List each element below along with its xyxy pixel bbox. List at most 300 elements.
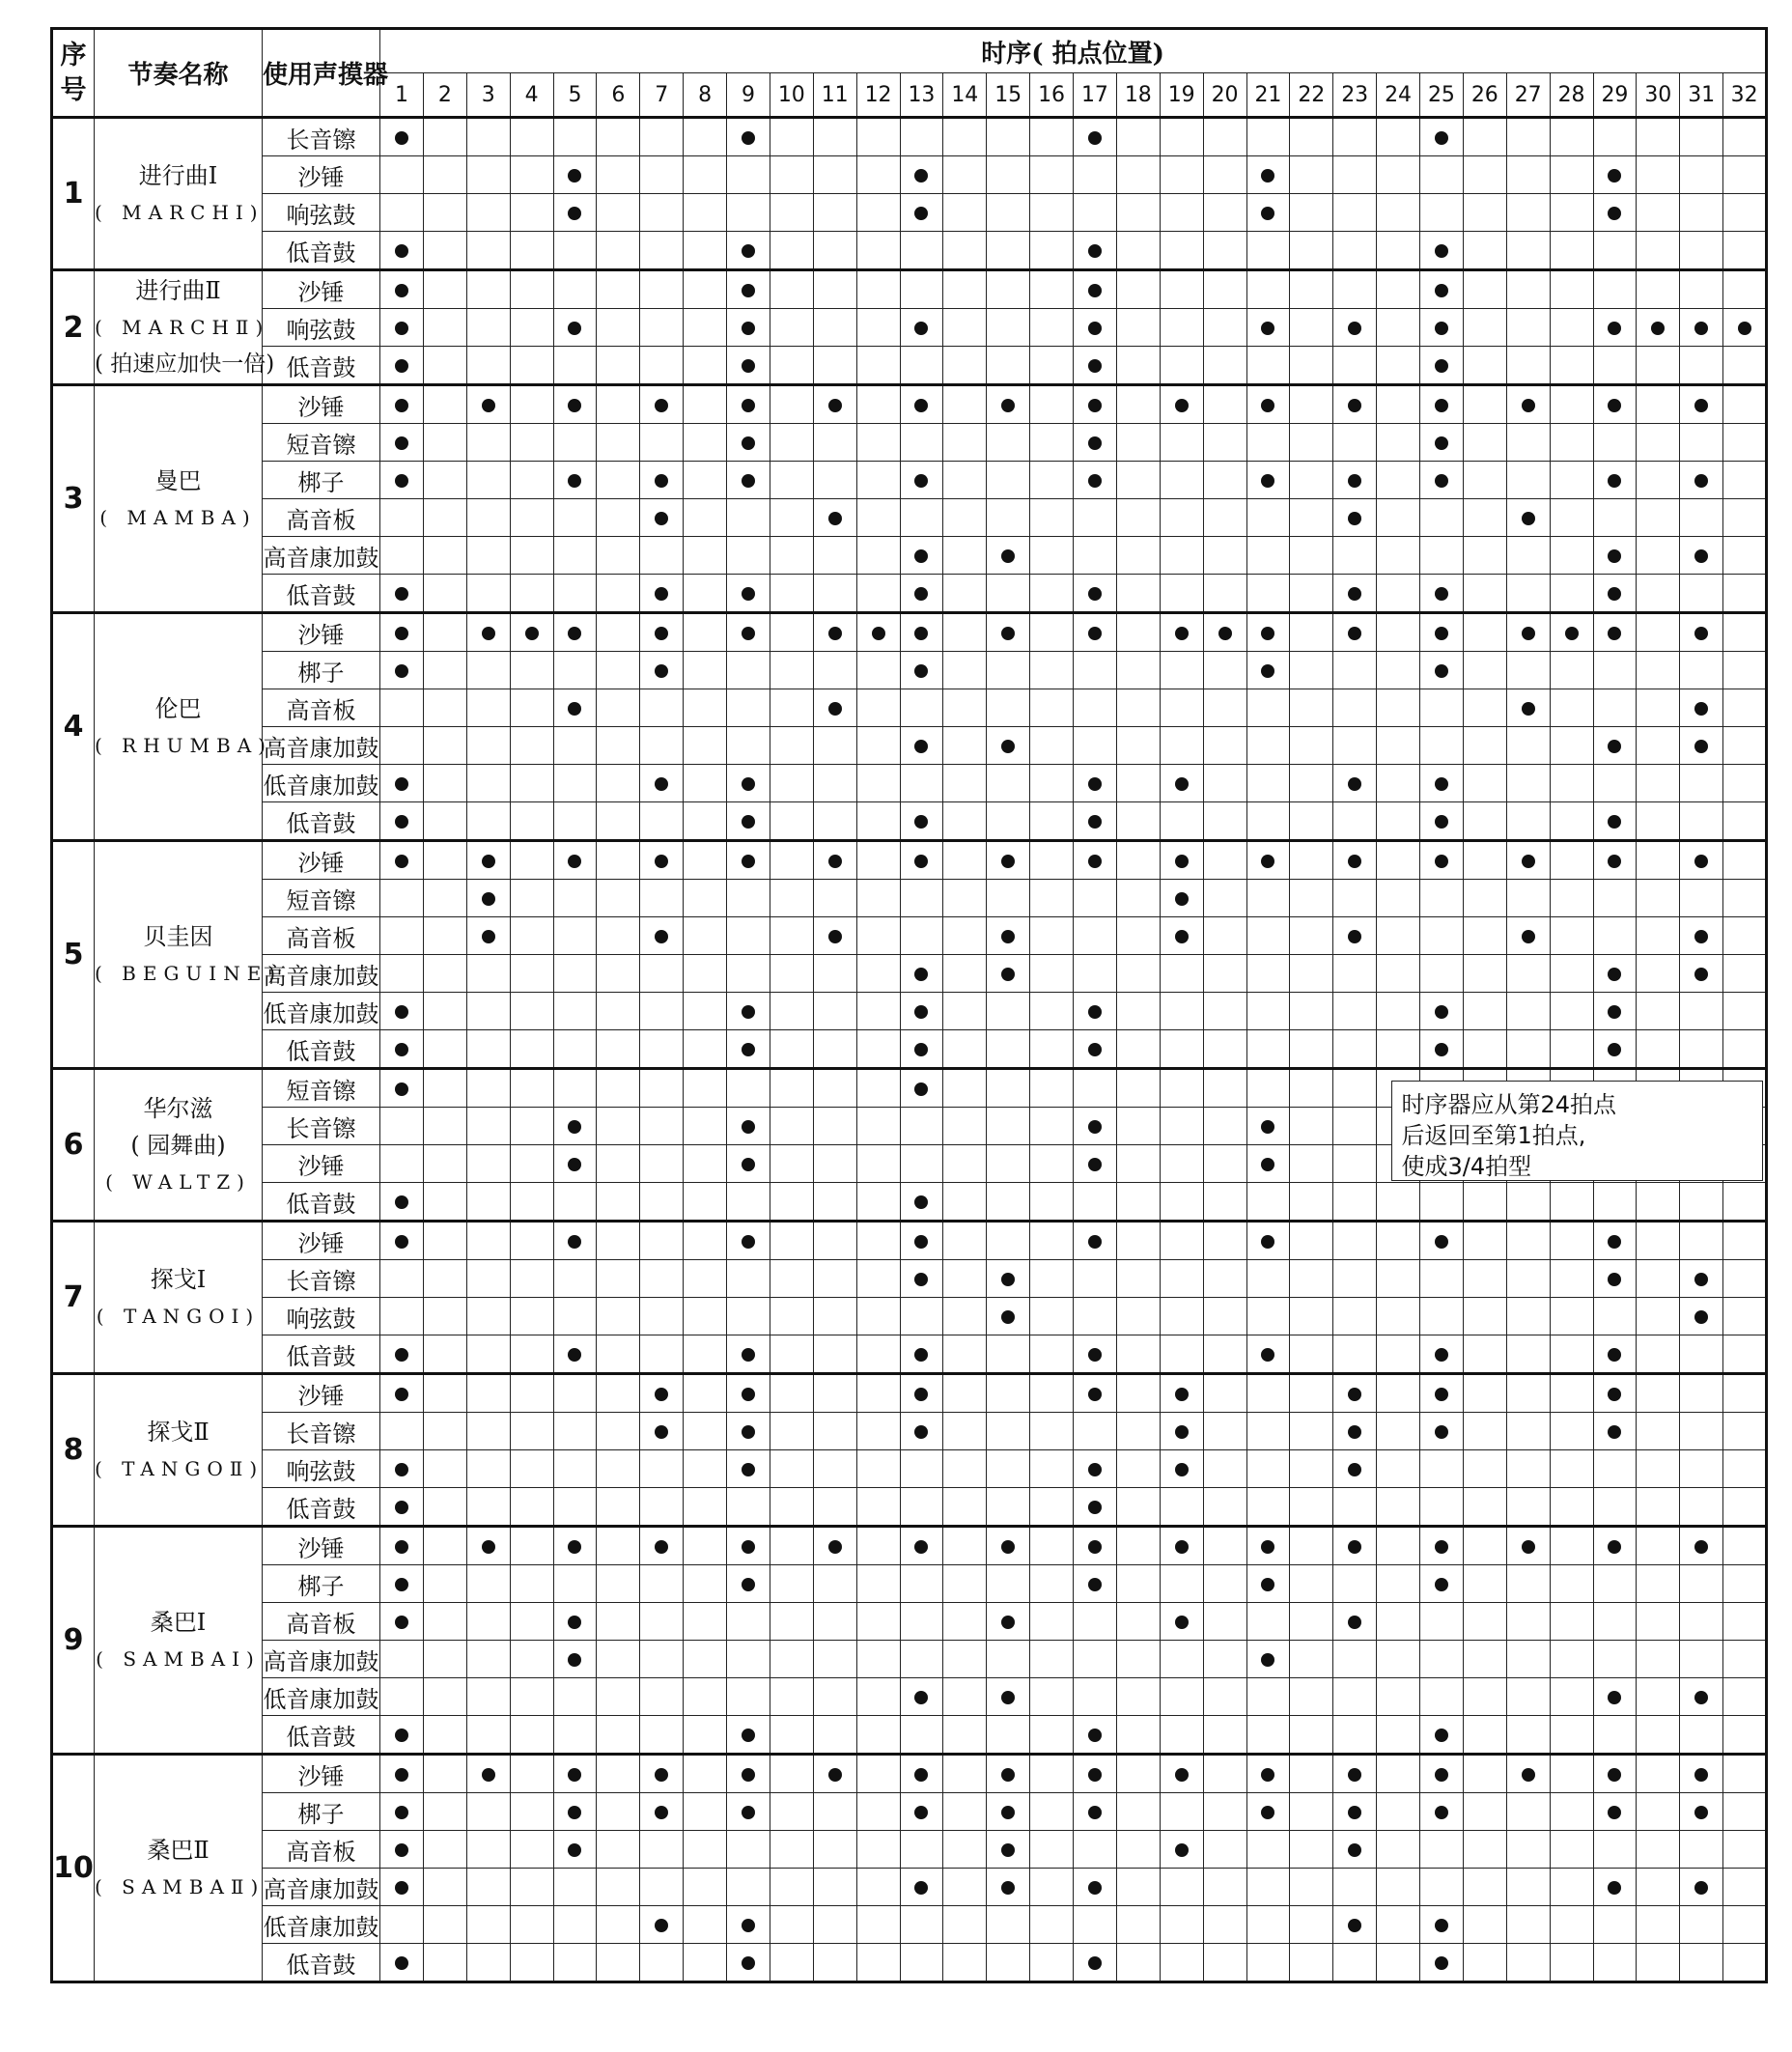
beat-cell [1680, 1222, 1723, 1260]
beat-cell [1680, 765, 1723, 802]
beat-cell [1637, 765, 1680, 802]
beat-cell [1246, 1565, 1290, 1603]
beat-cell [553, 1755, 597, 1793]
beat-cell [1377, 917, 1420, 955]
beat-cell [1377, 1641, 1420, 1678]
beat-cell [1377, 1944, 1420, 1982]
instrument-label: 低音鼓 [263, 1030, 380, 1069]
instrument-label: 高音板 [263, 1603, 380, 1641]
beat-cell [553, 575, 597, 613]
beat-dot [742, 399, 755, 412]
beat-dot [1348, 512, 1361, 525]
beat-cell [423, 1374, 466, 1413]
beat-cell [1160, 232, 1203, 270]
beat-dot [1694, 1273, 1708, 1286]
beat-cell [727, 1944, 770, 1982]
beat-cell [813, 1183, 856, 1222]
beat-cell [987, 1603, 1030, 1641]
beat-cell [466, 652, 510, 689]
beat-cell [770, 1755, 813, 1793]
beat-dot [1694, 1768, 1708, 1782]
beat-dot [1088, 1005, 1102, 1019]
beat-cell [1333, 613, 1377, 652]
beat-cell [553, 1869, 597, 1906]
beat-dot [1348, 1806, 1361, 1819]
beat-cell [466, 1944, 510, 1982]
beat-cell [900, 1108, 943, 1145]
instrument-label: 低音鼓 [263, 232, 380, 270]
beat-cell [987, 689, 1030, 727]
beat-cell [1506, 765, 1550, 802]
beat-cell [1030, 1298, 1074, 1335]
beat-cell [510, 1944, 553, 1982]
beat-cell [1637, 1565, 1680, 1603]
beat-cell [466, 802, 510, 841]
beat-cell [510, 156, 553, 194]
beat-cell [943, 802, 987, 841]
beat-cell [466, 1716, 510, 1755]
beat-dot [1088, 436, 1102, 450]
beat-cell [727, 270, 770, 309]
beat-cell [1246, 1869, 1290, 1906]
beat-cell [510, 652, 553, 689]
beat-cell [1550, 118, 1593, 156]
beat-cell [1680, 727, 1723, 765]
beat-cell [1680, 537, 1723, 575]
beat-dot [1261, 855, 1274, 868]
beat-cell [1074, 1716, 1117, 1755]
beat-cell [1160, 1527, 1203, 1565]
beat-dot [1435, 1919, 1448, 1932]
beat-cell [727, 156, 770, 194]
beat-dot [1435, 399, 1448, 412]
beat-cell [856, 1944, 900, 1982]
beat-cell [770, 232, 813, 270]
beat-cell [813, 1069, 856, 1108]
beat-dot [1435, 322, 1448, 335]
beat-cell [1246, 1450, 1290, 1488]
beat-cell [380, 499, 424, 537]
beat-cell [423, 1906, 466, 1944]
beat-cell [640, 993, 684, 1030]
beat-dot [1435, 587, 1448, 601]
beat-cell [1116, 880, 1160, 917]
beat-cell [597, 802, 640, 841]
beat-cell [1333, 462, 1377, 499]
beat-cell [1723, 1793, 1767, 1831]
beat-cell [1203, 309, 1246, 347]
rhythm-name-line: 探戈Ⅱ [147, 1418, 210, 1446]
beat-dot [914, 855, 928, 868]
beat-dot [1694, 968, 1708, 981]
rhythm-10-row [52, 1755, 1767, 1793]
beat-cell [987, 802, 1030, 841]
rhythm-table-container [50, 27, 1765, 2026]
beat-cell [423, 1565, 466, 1603]
note-line-3: 使成3/4拍型 [1401, 1152, 1532, 1180]
beat-cell [466, 1755, 510, 1793]
beat-cell [640, 1565, 684, 1603]
beat-cell [510, 1374, 553, 1413]
beat-number-6: 6 [597, 73, 640, 118]
beat-cell [423, 802, 466, 841]
beat-cell [1550, 1716, 1593, 1755]
beat-dot [1175, 627, 1189, 640]
beat-cell [1680, 156, 1723, 194]
beat-cell [1593, 1716, 1637, 1755]
beat-cell [423, 1755, 466, 1793]
beat-dot [1001, 1843, 1015, 1857]
rhythm-5-row [52, 917, 1767, 955]
beat-cell [466, 1183, 510, 1222]
beat-cell [1550, 1298, 1593, 1335]
beat-cell [1246, 1944, 1290, 1982]
beat-cell [1160, 1831, 1203, 1869]
beat-cell [1680, 1641, 1723, 1678]
beat-cell [900, 993, 943, 1030]
beat-cell [813, 1030, 856, 1069]
beat-dot [395, 1235, 408, 1249]
beat-dot [914, 740, 928, 753]
beat-number-22: 22 [1290, 73, 1333, 118]
beat-cell [1463, 765, 1506, 802]
beat-cell [1333, 880, 1377, 917]
beat-cell [1203, 270, 1246, 309]
beat-cell [1160, 1603, 1203, 1641]
beat-cell [943, 689, 987, 727]
rhythm-name [95, 270, 275, 385]
beat-cell [640, 156, 684, 194]
beat-cell [813, 1944, 856, 1982]
beat-dot [1608, 1881, 1621, 1895]
beat-cell [1160, 1641, 1203, 1678]
beat-cell [510, 880, 553, 917]
beat-dot [1261, 627, 1274, 640]
beat-cell [1593, 1527, 1637, 1565]
beat-cell [1420, 1641, 1464, 1678]
beat-cell [1203, 1603, 1246, 1641]
beat-cell [1637, 194, 1680, 232]
beat-cell [380, 765, 424, 802]
beat-cell [900, 727, 943, 765]
beat-dot [1001, 627, 1015, 640]
beat-cell [856, 1183, 900, 1222]
beat-dot [828, 930, 842, 943]
beat-cell [813, 1108, 856, 1145]
beat-cell [727, 1831, 770, 1869]
beat-cell [1680, 462, 1723, 499]
beat-dot [1001, 549, 1015, 563]
beat-cell [1550, 841, 1593, 880]
beat-cell [640, 575, 684, 613]
beat-cell [1593, 727, 1637, 765]
beat-cell [813, 1413, 856, 1450]
beat-cell [1463, 499, 1506, 537]
beat-cell [1637, 1260, 1680, 1298]
beat-cell [1420, 689, 1464, 727]
beat-cell [380, 424, 424, 462]
instrument-label: 沙锤 [263, 156, 380, 194]
beat-cell [380, 537, 424, 575]
beat-cell [1420, 347, 1464, 385]
beat-cell [597, 689, 640, 727]
beat-cell [1030, 1678, 1074, 1716]
beat-dot [1435, 1388, 1448, 1401]
beat-cell [1160, 270, 1203, 309]
beat-cell [1290, 1831, 1333, 1869]
beat-cell [1116, 462, 1160, 499]
beat-cell [1333, 194, 1377, 232]
beat-dot [742, 587, 755, 601]
beat-cell [856, 1906, 900, 1944]
beat-cell [813, 1145, 856, 1183]
beat-cell [1377, 1869, 1420, 1906]
beat-dot [1088, 627, 1102, 640]
beat-cell [1550, 727, 1593, 765]
beat-cell [1290, 156, 1333, 194]
beat-cell [1593, 1603, 1637, 1641]
beat-dot [1435, 1806, 1448, 1819]
beat-dot [1435, 436, 1448, 450]
beat-cell [1377, 194, 1420, 232]
beat-cell [1593, 955, 1637, 993]
beat-cell [423, 499, 466, 537]
beat-cell [1246, 1793, 1290, 1831]
beat-cell [1680, 1030, 1723, 1069]
beat-cell [684, 727, 727, 765]
beat-cell [987, 613, 1030, 652]
beat-cell [1680, 1335, 1723, 1374]
beat-cell [597, 1678, 640, 1716]
beat-cell [987, 424, 1030, 462]
beat-cell [1203, 1565, 1246, 1603]
beat-cell [1637, 537, 1680, 575]
beat-cell [856, 917, 900, 955]
rhythm-1-row [52, 156, 1767, 194]
beat-dot [1694, 1881, 1708, 1895]
beat-cell [1463, 880, 1506, 917]
beat-cell [1203, 1831, 1246, 1869]
beat-cell [597, 385, 640, 424]
beat-cell [380, 727, 424, 765]
beat-cell [1290, 118, 1333, 156]
beat-cell [1290, 462, 1333, 499]
beat-cell [856, 1069, 900, 1108]
rhythm-4-row [52, 802, 1767, 841]
beat-cell [1463, 727, 1506, 765]
instrument-label: 梆子 [263, 1793, 380, 1831]
beat-cell [900, 156, 943, 194]
beat-cell [1377, 1374, 1420, 1413]
beat-cell [1160, 1222, 1203, 1260]
beat-cell [1550, 1374, 1593, 1413]
beat-cell [1246, 1755, 1290, 1793]
beat-cell [380, 1450, 424, 1488]
beat-cell [1290, 1869, 1333, 1906]
beat-cell [900, 652, 943, 689]
beat-cell [1463, 537, 1506, 575]
beat-cell [553, 1145, 597, 1183]
beat-cell [1637, 880, 1680, 917]
beat-cell [1723, 1869, 1767, 1906]
beat-cell [1637, 802, 1680, 841]
beat-cell [900, 1831, 943, 1869]
beat-cell [727, 1335, 770, 1374]
beat-dot [1175, 1388, 1189, 1401]
beat-dot [395, 322, 408, 335]
beat-cell [943, 1906, 987, 1944]
beat-cell [1160, 917, 1203, 955]
beat-cell [987, 727, 1030, 765]
beat-cell [466, 1869, 510, 1906]
beat-cell [640, 1413, 684, 1450]
beat-cell [1290, 1183, 1333, 1222]
beat-cell [1420, 385, 1464, 424]
rhythm-3-row [52, 462, 1767, 499]
beat-cell [1593, 1944, 1637, 1982]
rhythm-5-row [52, 993, 1767, 1030]
beat-cell [640, 1906, 684, 1944]
beat-dot [395, 1005, 408, 1019]
beat-cell [1420, 499, 1464, 537]
beat-dot [395, 1195, 408, 1209]
beat-cell [510, 347, 553, 385]
beat-cell [1333, 1413, 1377, 1450]
beat-cell [684, 424, 727, 462]
beat-cell [423, 1869, 466, 1906]
beat-cell [1463, 1183, 1506, 1222]
beat-dot [1001, 1806, 1015, 1819]
beat-cell [1723, 385, 1767, 424]
beat-dot [742, 1540, 755, 1554]
beat-cell [1550, 1030, 1593, 1069]
beat-number-10: 10 [770, 73, 813, 118]
beat-cell [943, 1565, 987, 1603]
beat-cell [1377, 689, 1420, 727]
beat-cell [553, 1565, 597, 1603]
beat-cell [380, 841, 424, 880]
beat-cell [1377, 575, 1420, 613]
beat-cell [684, 802, 727, 841]
beat-cell [1637, 499, 1680, 537]
beat-cell [1680, 1944, 1723, 1982]
beat-cell [727, 309, 770, 347]
beat-cell [553, 499, 597, 537]
beat-cell [380, 118, 424, 156]
beat-cell [1290, 1678, 1333, 1716]
rhythm-10-row [52, 1869, 1767, 1906]
beat-cell [1506, 1793, 1550, 1831]
beat-cell [1030, 613, 1074, 652]
beat-cell [1290, 1450, 1333, 1488]
beat-cell [510, 1716, 553, 1755]
beat-cell [423, 1145, 466, 1183]
beat-cell [1506, 727, 1550, 765]
beat-cell [1680, 575, 1723, 613]
beat-cell [987, 917, 1030, 955]
beat-dot [1001, 1540, 1015, 1554]
beat-cell [1637, 270, 1680, 309]
beat-cell [900, 1069, 943, 1108]
beat-cell [1203, 765, 1246, 802]
beat-cell [1463, 1565, 1506, 1603]
beat-dot [655, 777, 668, 791]
beat-cell [1680, 347, 1723, 385]
beat-cell [466, 1335, 510, 1374]
beat-dot [1348, 1616, 1361, 1629]
beat-cell [1030, 309, 1074, 347]
beat-cell [1550, 537, 1593, 575]
beat-cell [1030, 1374, 1074, 1413]
beat-dot [872, 627, 885, 640]
beat-cell [727, 1793, 770, 1831]
beat-cell [727, 1755, 770, 1793]
beat-cell [1030, 1069, 1074, 1108]
rhythm-name-line: 贝圭因 [143, 922, 213, 950]
beat-cell [1550, 1260, 1593, 1298]
beat-dot [1088, 1729, 1102, 1742]
beat-dot [1261, 169, 1274, 183]
beat-cell [1074, 1260, 1117, 1298]
beat-cell [466, 1450, 510, 1488]
beat-cell [1203, 1108, 1246, 1145]
beat-cell [1030, 385, 1074, 424]
beat-dot [1435, 664, 1448, 678]
beat-cell [1116, 270, 1160, 309]
beat-cell [640, 1069, 684, 1108]
beat-cell [1680, 955, 1723, 993]
beat-cell [553, 1413, 597, 1450]
beat-cell [1637, 385, 1680, 424]
beat-cell [597, 347, 640, 385]
beat-cell [1203, 1869, 1246, 1906]
beat-cell [640, 1678, 684, 1716]
beat-cell [553, 802, 597, 841]
beat-cell [1723, 1906, 1767, 1944]
beat-cell [380, 993, 424, 1030]
beat-cell [1420, 1183, 1464, 1222]
beat-dot [1261, 1540, 1274, 1554]
beat-cell [727, 1869, 770, 1906]
beat-dot [1088, 855, 1102, 868]
beat-cell [1333, 309, 1377, 347]
beat-cell [466, 1069, 510, 1108]
beat-cell [1593, 1183, 1637, 1222]
beat-dot [568, 1653, 581, 1667]
beat-cell [856, 1603, 900, 1641]
beat-cell [856, 955, 900, 993]
beat-cell [727, 993, 770, 1030]
beat-cell [1203, 575, 1246, 613]
beat-dot [1261, 664, 1274, 678]
beat-cell [1420, 1222, 1464, 1260]
beat-cell [553, 689, 597, 727]
beat-dot [742, 627, 755, 640]
beat-number-2: 2 [423, 73, 466, 118]
beat-cell [727, 1678, 770, 1716]
beat-cell [1116, 1944, 1160, 1982]
beat-cell [1593, 118, 1637, 156]
beat-cell [1550, 1831, 1593, 1869]
beat-cell [813, 652, 856, 689]
beat-number-5: 5 [553, 73, 597, 118]
beat-dot [655, 1806, 668, 1819]
beat-cell [1030, 689, 1074, 727]
beat-cell [1680, 194, 1723, 232]
beat-cell [943, 841, 987, 880]
beat-cell [856, 270, 900, 309]
beat-cell [943, 156, 987, 194]
